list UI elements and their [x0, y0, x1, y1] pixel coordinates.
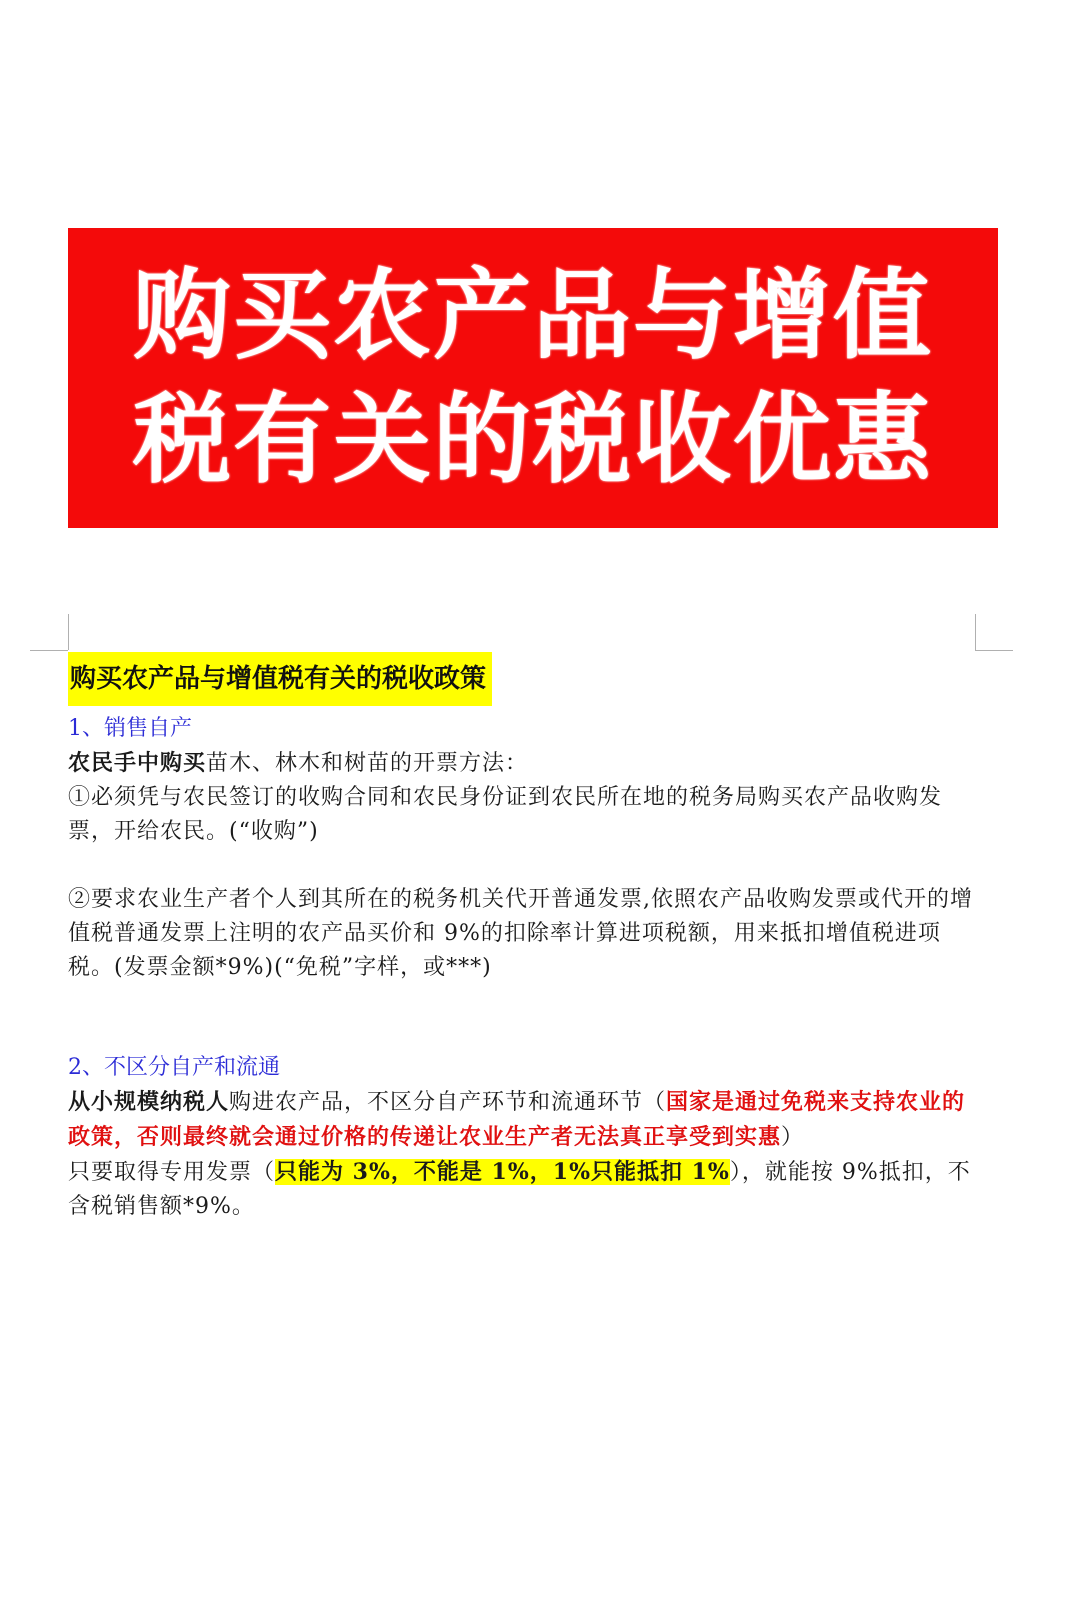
spacer: [68, 985, 973, 1045]
crop-mark-left-vertical: [68, 614, 69, 650]
section2-line: [68, 1155, 973, 1224]
section2-close-paren: ）: [781, 1125, 805, 1150]
doc-heading: 购买农产品与增值税有关的税收政策: [68, 652, 492, 706]
section2-lead-rest: 购进农产品，不区分自产环节和流通环节（: [229, 1090, 667, 1115]
section1-item1: ①必须凭与农民签订的收购合同和农民身份证到农民所在地的税务局购买农产品收购发票，开给农民。(“收购”): [68, 785, 943, 844]
section2-highlight: 只能为 3%，不能是 1%，1%只能抵扣 1%: [275, 1159, 730, 1185]
section2-lead-bold: 从小规模纳税人: [68, 1089, 230, 1115]
spacer: [68, 849, 973, 883]
section2-line-start: 只要取得专用发票（: [68, 1160, 276, 1185]
section2-red-note: 国家是通过免税来支持农业的政策，否则最终就会通过价格的传递让农业生产者无法真正享受到实惠: [68, 1089, 966, 1150]
section1-title: 1、销售自产: [68, 716, 192, 741]
crop-mark-right-horizontal: [975, 650, 1013, 651]
section1-lead: [68, 746, 973, 781]
banner-title: 购买农产品与增值税有关的税收优惠: [132, 259, 933, 497]
title-banner: [68, 228, 998, 528]
section2-title: 2、不区分自产和流通: [68, 1055, 280, 1080]
section1-lead-rest: 苗木、林木和树苗的开票方法：: [206, 751, 529, 776]
document-body: [68, 652, 973, 1224]
crop-mark-left-horizontal: [30, 650, 68, 651]
section2-lead: [68, 1085, 973, 1155]
section2-line-end: ），就能按 9%抵扣，不含税销售额*9%。: [68, 1160, 971, 1219]
section1-item2: ②要求农业生产者个人到其所在的税务机关代开普通发票,依照农产品收购发票或代开的增值税普通发票上注明的农产品买价和 9%的扣除率计算进项税额，用来抵扣增值税进项税。(发票金额*9%)(“免税”字样，或***): [68, 887, 973, 980]
section1-lead-bold: 农民手中购买: [68, 750, 207, 776]
crop-mark-right-vertical: [975, 614, 976, 650]
